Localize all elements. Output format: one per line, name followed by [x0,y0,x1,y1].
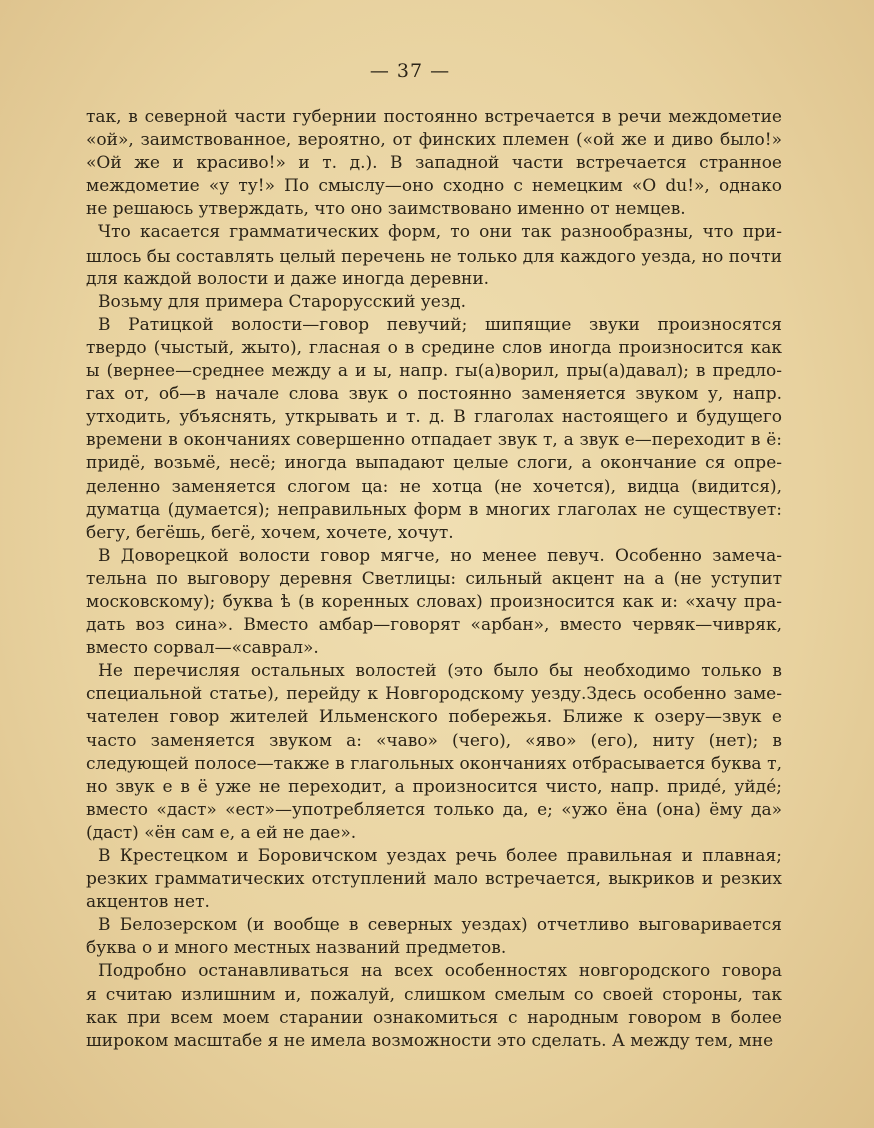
text-line: бегу, бегёшь, бегё, хочем, хочете, хочут. [86,522,454,543]
text-line: Подробно останавливаться на всех особенностях новгородского говора [98,961,782,982]
text-line: твердо (чыстый, жыто), гласная о в средине слов иногда произносится как [86,337,782,358]
paragraph [86,314,782,545]
text-line: времени в окончаниях совершенно отпадает звук т, а звук е—переходит в ё: [86,430,782,451]
text-line: ы (вернее—среднее между а и ы, напр. гы(а)ворил, пры(а)давал); в предло- [86,361,782,382]
text-line: «ой», заимствованное, вероятно, от финских племен («ой же и диво было!» [86,130,782,151]
text-line: В Белозерском (и вообще в северных уездах) отчетливо выговаривается [98,915,782,936]
text-line: резких грамматических отступлений мало встречается, выкриков и резких [86,869,782,890]
text-line: междометие «у ту!» По смыслу—оно сходно с немецким «O du!», однако [86,176,782,197]
text-line: утходить, убъяснять, уткрывать и т. д. В глаголах настоящего и будущего [86,407,782,428]
body-text [86,106,782,1053]
text-line: гах от, об—в начале слова звук о постоянно заменяется звуком у, напр. [86,384,782,405]
text-line: вместо сорвал—«саврал». [86,638,319,659]
text-line: следующей полосе—также в глагольных окончаниях отбрасывается буква т, [86,753,782,774]
paragraph [86,545,782,660]
paragraph [86,660,782,845]
text-line: шлось бы составлять целый перечень не только для каждого уезда, но почти [86,245,782,266]
text-line: но звук е в ё уже не переходит, а произносится чисто, напр. придé, уйдé; [86,776,782,797]
text-line: придё, возьмё, несё; иногда выпадают целые слоги, а окончание ся опре- [86,453,782,474]
paragraph [86,106,782,221]
text-line: деленно заменяется слогом ца: не хотца (не хочется), видца (видится), [86,476,782,497]
text-line: В Доворецкой волости говор мягче, но менее певуч. Особенно замеча- [98,545,782,566]
text-line: (даст) «ён сам е, а ей не дае». [86,822,357,843]
text-line: для каждой волости и даже иногда деревни. [86,268,490,289]
text-line: В Крестецком и Боровичском уездах речь более правильная и плавная; [98,846,782,866]
text-line: специальной статье), перейду к Новгородскому уезду.Здесь особенно заме- [86,684,782,705]
text-line: акцентов нет. [86,892,210,913]
paragraph [86,291,782,314]
paragraph [86,960,782,1052]
text-line: я считаю излишним и, пожалуй, слишком смелым со своей стороны, так [86,984,782,1005]
text-line: не решаюсь утверждать, что оно заимствовано именно от немцев. [86,199,686,220]
text-line: дать воз сина». Вместо амбар—говорят «арбан», вместо червяк—чивряк, [86,615,782,636]
page-number: — 37 — [369,60,451,82]
text-line: вместо «даст» «ест»—употребляется только да, е; «ужо ёна (она) ёму да» [86,799,782,820]
text-line: думатца (думается); неправильных форм в многих глаголах не существует: [86,499,782,520]
text-line: московскому); буква ѣ (в коренных словах) произносится как и: «хачу пра- [86,591,782,612]
text-line: широком масштабе я не имела возможности это сделать. А между тем, мне [86,1030,774,1051]
text-line: как при всем моем старании ознакомиться с народным говором в более [86,1007,782,1028]
text-line: В Ратицкой волости—говор певучий; шипящие звуки произносятся [98,314,782,335]
paragraph [86,845,782,914]
text-line: буква о и много местных названий предметов. [86,938,507,959]
text-line: Не перечисляя остальных волостей (это было бы необходимо только в [98,661,782,682]
text-line: часто заменяется звуком а: «чаво» (чего), «яво» (его), ниту (нет); в [86,730,782,751]
paragraph [86,221,782,290]
text-line: тельна по выговору деревня Светлицы: сильный акцент на а (не уступит [86,568,782,589]
text-line: так, в северной части губернии постоянно встречается в речи междометие [86,107,782,127]
text-line: «Ой же и красиво!» и т. д.). В западной части встречается странное [86,153,782,174]
text-line: Что касается грамматических форм, то они так разнообразны, что при- [98,222,782,243]
paragraph [86,914,782,960]
text-line: чателен говор жителей Ильменского побережья. Ближе к озеру—звук е [86,707,782,728]
text-line: Возьму для примера Старорусский уезд. [98,291,467,312]
